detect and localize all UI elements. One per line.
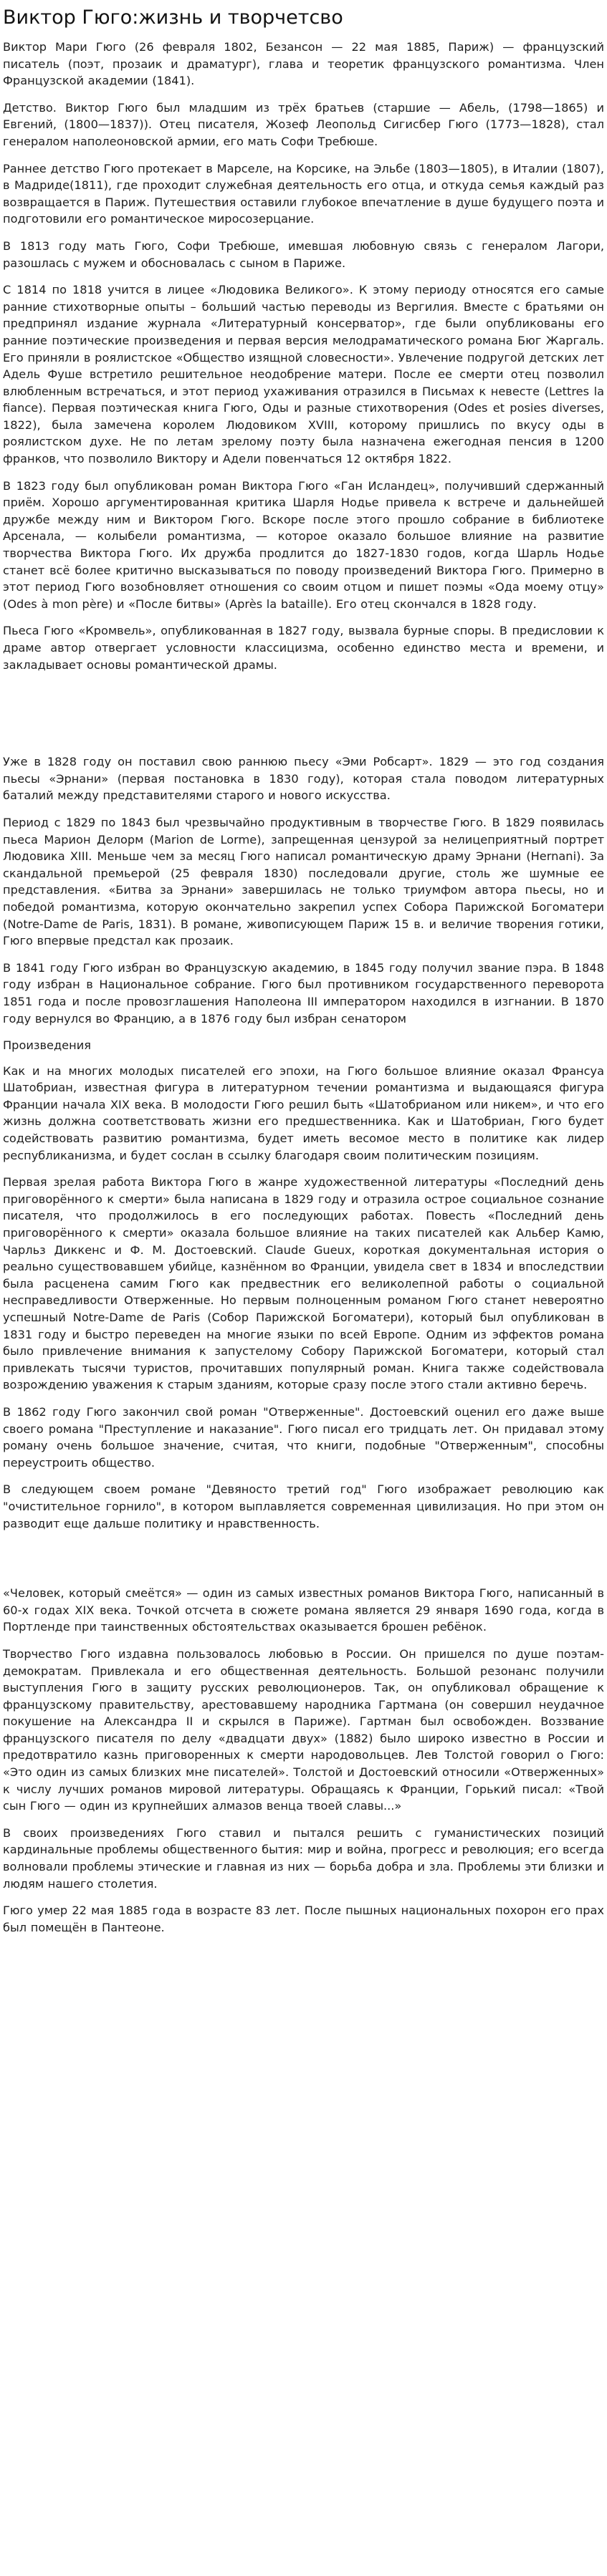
paragraph-1841: В 1841 году Гюго избран во Французскую академию, в 1845 году получил звание пэра. В 1848 году избран в Национальное собрание. Гюго был противником государственного переворота 1851 года и после провозглашения Наполеона III императором находился в изгнании. В 1870 году вернулся во Францию, а в 1876 году был избран сенатором — [3, 960, 604, 1026]
paragraph-ninety-three: В следующем своем романе "Девяносто третий год" Гюго изображает революцию как "очистительное горнило", в котором выплавляется современная цивилизация. Но при этом он разводит еще дальше политику и нравственность. — [3, 1482, 604, 1530]
paragraph-les-miserables: В 1862 году Гюго закончил свой роман "Отверженные". Достоевский оценил его даже выше своего романа "Преступление и наказание". Гюго писал его тридцать лет. Он придавал этому роману очень большое значение, считая, что книги, подобные "Отверженным", способны переустроить общество. — [3, 1404, 604, 1470]
paragraph-man-who-laughs: «Человек, который смеётся» — один из самых известных романов Виктора Гюго, написанный в 60-х годах XIX века. Точкой отсчета в сюжете романа является 29 января 1690 года, когда в Портленде при таинственных обстоятельствах оказывается брошен ребёнок. — [3, 1586, 604, 1634]
paragraph-early-childhood: Раннее детство Гюго протекает в Марселе, на Корсике, на Эльбе (1803—1805), в Италии (1807), в Мадриде(1811), где проходит служебная деятельность его отца, и откуда семья каждый раз возвращается в Париж. Путешествия оставили глубокое впечатление в душе будущего поэта и подготовили его романтическое миросозерцание. — [3, 161, 604, 226]
paragraph-death: Гюго умер 22 мая 1885 года в возрасте 83 лет. После пышных национальных похорон его прах был помещён в Пантеоне. — [3, 1904, 604, 1934]
blank-spacer — [3, 1542, 604, 1585]
paragraph-russia: Творчество Гюго издавна пользовалось любовью в России. Он пришелся по душе поэтам-демократам. Привлекала и его общественная деятельность. Большой резонанс получили выступления Гюго в защиту русских революционеров. Так, он опубликовал обращение к французскому правительству, арестовавшему народника Гартмана (он совершил неудачное покушение на Александра II и скрылся в Париже). Гартман был освобожден. Воззвание французского писателя по делу «двадцати двух» (1882) было широко известно в России и предотвратило казнь приговоренных к смерти народовольцев. Лев Толстой говорил о Гюго: «Это один из самых близких мне писателей». Толстой и Достоевский относили «Отверженных» к числу лучших романов мировой литературы. Обращаясь к Франции, Горький писал: «Твой сын Гюго — один из крупнейших алмазов венца твоей славы...» — [3, 1646, 604, 1813]
paragraph-1823: В 1823 году был опубликован роман Виктора Гюго «Ган Исландец», получивший сдержанный приём. Хорошо аргументированная критика Шарля Нодье привела к встрече и дальнейшей дружбе между ним и Виктором Гюго. Вскоре после этого прошло собрание в библиотеке Арсенала, — колыбели романтизма, — которое оказало большое влияние на развитие творчества Виктора Гюго. Их дружба продлится до 1827-1830 годов, когда Шарль Нодье станет всё более критично высказываться по поводу произведений Виктора Гюго. Примерно в этот период Гюго возобновляет отношения со своим отцом и пишет поэмы «Ода моему отцу» (Odes à mon père) и «После битвы» (Après la bataille). Его отец скончался в 1828 году. — [3, 478, 604, 611]
blank-spacer — [3, 683, 604, 753]
paragraph-cromwell: Пьеса Гюго «Кромвель», опубликованная в 1827 году, вызвала бурные споры. В предисловии к драме автор отвергает условности классицизма, особенно единство места и времени, и закладывает основы романтической драмы. — [3, 624, 604, 672]
paragraph-childhood: Детство. Виктор Гюго был младшим из трёх братьев (старшие — Абель, (1798—1865) и Евгений, (1800—1837)). Отец писателя, Жозеф Леопольд Сигисбер Гюго (1773—1828), стал генералом наполеоновской армии, его мать Софи Требюше. — [3, 100, 604, 148]
paragraph-intro: Виктор Мари Гюго (26 февраля 1802, Безансон — 22 мая 1885, Париж) — французский писатель (поэт, прозаик и драматург), глава и теоретик французского романтизма. Член Французской академии (1841). — [3, 40, 604, 88]
paragraph-chateaubriand: Как и на многих молодых писателей его эпохи, на Гюго большое влияние оказал Франсуа Шатобриан, известная фигура в литературном течении романтизма и выдающаяся фигура Франции начала XIX века. В молодости Гюго решил быть «Шатобрианом или никем», и что его жизнь должна соответствовать жизни его предшественника. Как и Шатобриан, Гюго будет содействовать развитию романтизма, будет иметь весомое место в политике как лидер республиканизма, и будет сослан в ссылку благодаря своим политическим позициям. — [3, 1063, 604, 1162]
paragraph-1813: В 1813 году мать Гюго, Софи Требюше, имевшая любовную связь с генералом Лагори, разошлась с мужем и обосновалась с сыном в Париже. — [3, 238, 604, 270]
paragraph-1829-1843: Период с 1829 по 1843 был чрезвычайно продуктивным в творчестве Гюго. В 1829 появилась пьеса Марион Делорм (Marion de Lorme), запрещенная цензурой за нелицеприятный портрет Людовика XIII. Меньше чем за месяц Гюго написал романтическую драму Эрнани (Hernani). За скандальной премьерой (25 февраля 1830) последовали другие, столь же шумные ее представления. «Битва за Эрнани» завершилась не только триумфом автора пьесы, но и победой романтизма, которую окончательно закрепил успех Собора Парижской Богоматери (Notre-Dame de Paris, 1831). В романе, живописующем Париж 15 в. и величие творения готики, Гюго впервые предстал как прозаик. — [3, 815, 604, 948]
paragraph-1828: Уже в 1828 году он поставил свою раннюю пьесу «Эми Робсарт». 1829 — это год создания пьесы «Эрнани» (первая постановка в 1830 году), которая стала поводом литературных баталий между представителями старого и нового искусства. — [3, 755, 604, 803]
paragraph-humanism: В своих произведениях Гюго ставил и пытался решить с гуманистических позиций кардинальные проблемы общественного бытия: мир и война, прогресс и революция; его всегда волновали проблемы этические и главная из них — борьба добра и зла. Проблемы эти близки и людям нашего столетия. — [3, 1825, 604, 1891]
paragraph-lyceum: С 1814 по 1818 учится в лицее «Людовика Великого». К этому периоду относятся его самые ранние стихотворные опыты – больший частью переводы из Вергилия. Вместе с братьями он предпринял издание журнала «Литературный консерватор», где были опубликованы его ранние поэтические произведения и первая версия мелодраматического романа Бюг Жаргаль. Его приняли в роялистское «Общество изящной словесности». Увлечение подругой детских лет Адель Фуше встретило решительное неодобрение матери. После ее смерти отец позволил влюбленным встречаться, и этот период ухаживания отразился в Письмах к невесте (Lettres la fiance). Первая поэтическая книга Гюго, Оды и разные стихотворения (Odes et posies diverses, 1822), была замечена королем Людовиком XVIII, которому пришлись по вкусу оды в роялистском духе. Не по летам зрелому поэту была назначена ежегодная пенсия в 1200 франков, что позволило Виктору и Адели повенчаться 12 октября 1822. — [3, 283, 604, 466]
section-heading: Произведения — [3, 1038, 91, 1053]
article — [3, 0, 604, 1946]
paragraph-first-mature-work: Первая зрелая работа Виктора Гюго в жанре художественной литературы «Последний день приговорённого к смерти» была написана в 1829 году и отразила острое социальное сознание писателя, что продолжилось в его последующих работах. Повесть «Последний день приговорённого к смерти» оказала большое влияние на таких писателей как Альбер Камю, Чарльз Диккенс и Ф. М. Достоевский. Claude Gueux, короткая документальная история о реально существовавшем убийце, казнённом во Франции, увидела свет в 1834 и впоследствии была расценена самим Гюго как предвестник его великолепной работы о социальной несправедливости Отверженные. Но первым полноценным романом Гюго станет невероятно успешный Notre-Dame de Paris (Собор Парижской Богоматери), который был опубликован в 1831 году и быстро переведен на многие языки по всей Европе. Одним из эффектов романа было привлечение внимания к запустелому Собору Парижской Богоматери, который стал привлекать тысячи туристов, прочитавших популярный роман. Книга также содействовала возрождению уважения к старым зданиям, которые сразу после этого стали активно беречь. — [3, 1175, 604, 1392]
page-title: Виктор Гюго:жизнь и творчетсво — [3, 6, 343, 29]
